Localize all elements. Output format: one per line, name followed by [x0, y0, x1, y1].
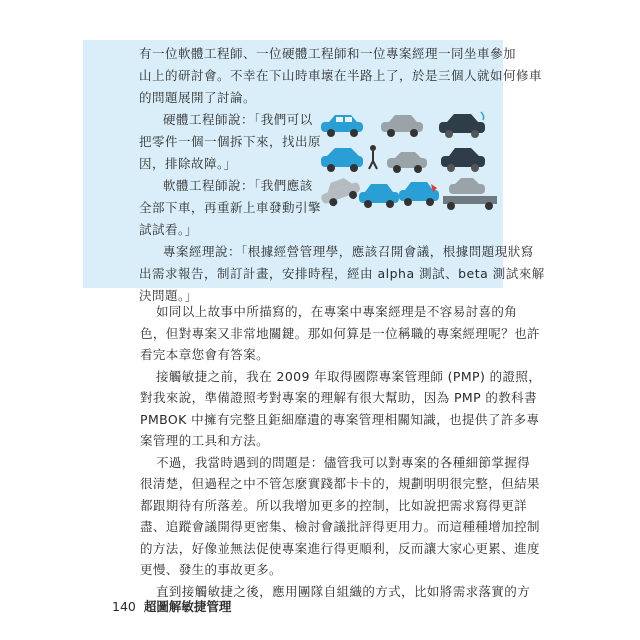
software-quote-line-1: 軟體工程師說：「我們應該: [163, 178, 313, 193]
body-line-9: 很清楚，但過程之中不管怎麼實踐都卡卡的，規劃明明很完整，但結果: [140, 476, 540, 491]
hardware-quote-line-3: 因，排除故障。」: [139, 156, 237, 171]
car-icon: [443, 178, 497, 210]
car-icon: [441, 148, 485, 172]
book-title: 超圖解敏捷管理: [143, 599, 232, 614]
car-icon: [387, 152, 427, 173]
software-quote-line-2: 全部下車，再重新上車發動引擎: [139, 200, 322, 215]
pm-quote-line-1: 專案經理說：「根據經營管理學，應該召開會議，根據問題現狀寫: [163, 244, 534, 259]
body-line-10: 都跟期待有所落差。所以我增加更多的控制，比如說把需求寫得更詳: [140, 498, 528, 513]
page-number: 140: [112, 599, 136, 614]
body-line-13: 更慢、發生的事故更多。: [140, 562, 282, 577]
story-intro-line-3: 的問題展開了討論。: [139, 90, 257, 105]
body-line-6: PMBOK 中擁有完整且鉅細靡遺的專案管理相關知識，也提供了許多專: [140, 412, 540, 427]
hardware-quote-line-2: 把零件一個一個拆下來，找出原: [139, 134, 322, 149]
body-line-4: 接觸敏捷之前，我在 2009 年取得國際專案管理師 (PMP) 的證照，: [156, 369, 542, 384]
car-icon: [359, 184, 399, 208]
body-line-11: 盡、追蹤會議開得更密集、檢討會議批評得更用力。而這種種增加控制: [140, 519, 540, 534]
pm-quote-line-3: 決問題。」: [139, 288, 198, 303]
car-icon: [381, 115, 423, 137]
software-quote-line-3: 試試看。」: [139, 222, 198, 237]
car-icon: [439, 112, 485, 138]
car-icon: [369, 145, 377, 169]
body-line-1: 如同以上故事中所描寫的，在專案中專案經理是不容易討喜的角: [156, 304, 518, 319]
page-footer: [112, 597, 231, 615]
car-icon: [321, 148, 363, 172]
car-icon: [399, 182, 439, 206]
body-line-2: 色，但對專案又非常地關鍵。那如何算是一位稱職的專案經理呢？也許: [140, 326, 540, 341]
story-intro-line-2: 山上的研討會。不幸在下山時車壞在半路上了，於是三個人就如何修車: [139, 68, 543, 83]
story-intro-line-1: 有一位軟體工程師、一位硬體工程師和一位專案經理一同坐車參加: [139, 46, 517, 61]
car-repair-illustration: [317, 108, 500, 216]
hardware-quote-line-1: 硬體工程師說：「我們可以: [163, 112, 313, 127]
body-line-12: 的方法，好像並無法促使專案進行得更順利，反而讓大家心更累、進度: [140, 541, 540, 556]
body-line-3: 看完本章您會有答案。: [140, 347, 270, 362]
body-line-5: 對我來說，準備證照考對專案的理解有很大幫助，因為 PMP 的教科書: [140, 390, 538, 405]
car-icon: [321, 115, 363, 137]
body-line-8: 不過，我當時遇到的問題是：儘管我可以對專案的各種細節掌握得: [156, 455, 531, 470]
pm-quote-line-2: 出需求報告，制訂計畫，安排時程，經由 alpha 測試、beta 測試來解: [139, 266, 545, 281]
car-icon: [317, 174, 362, 209]
body-line-14: 直到接觸敏捷之後，應用團隊自組織的方式，比如將需求落實的方: [156, 584, 531, 599]
body-line-7: 案管理的工具和方法。: [140, 433, 270, 448]
